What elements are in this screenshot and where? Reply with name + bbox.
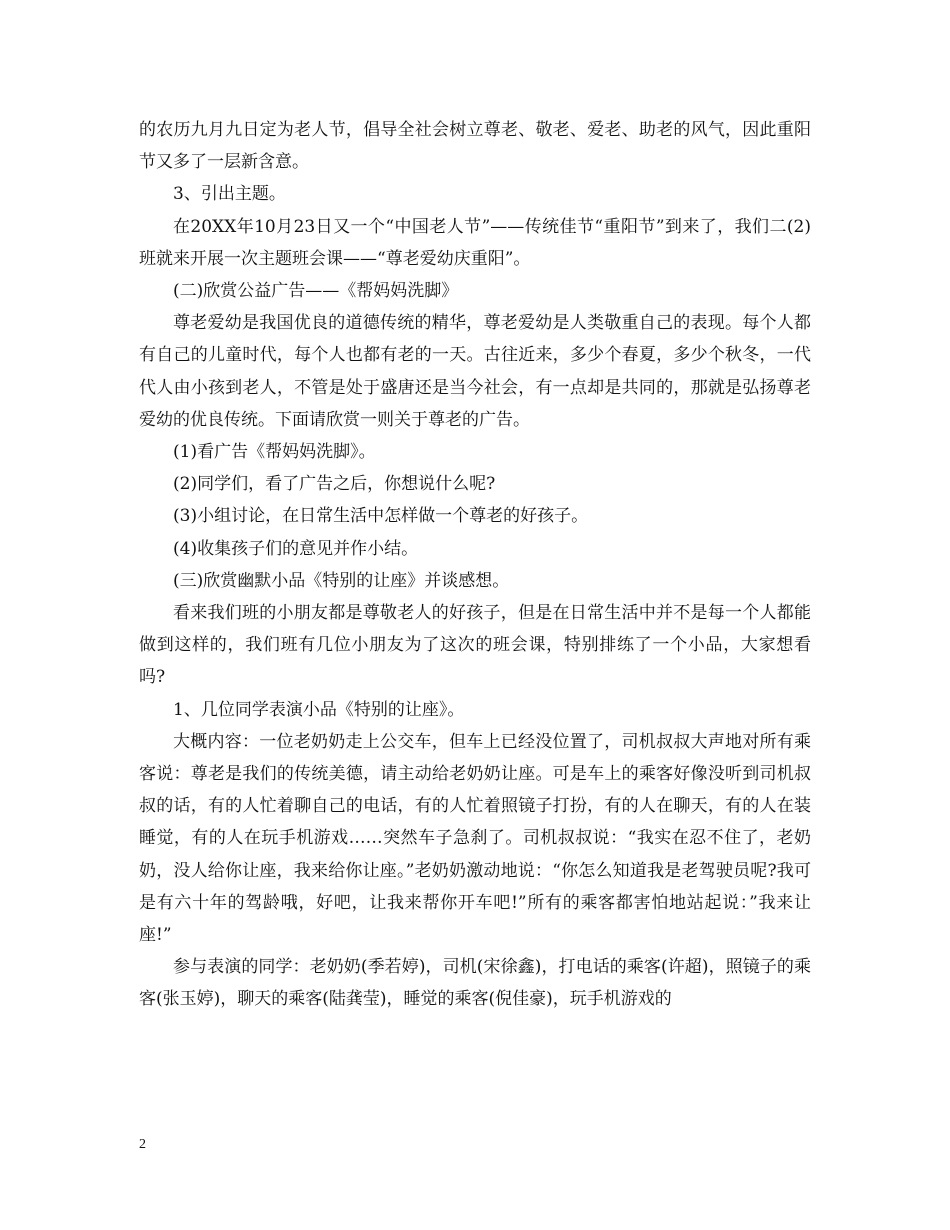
list-item: (2)同学们，看了广告之后，你想说什么呢? — [173, 474, 496, 495]
list-item: (1)看广告《帮妈妈洗脚》。 — [173, 442, 376, 463]
paragraph: 1、几位同学表演小品《特别的让座》。 — [173, 699, 465, 720]
paragraph: 大概内容：一位老奶奶走上公交车，但车上已经没位置了，司机叔叔大声地对所有乘客说：尊老是我们的传统美德，请主动给老奶奶让座。可是车上的乘客好像没听到司机叔叔的话，有的人忙着聊自己的电话，有的人忙着照镜子打扮，有的人在聊天，有的人在装睡觉，有的人在玩手机游戏……突然车子急刹了。司机叔叔说：“我实在忍不住了，老奶奶，没人给你让座，我来给你让座。”老奶奶激动地说：“你怎么知道我是老驾驶员呢?我可是有六十年的驾龄哦，好吧，让我来帮你开车吧!”所有的乘客都害怕地站起说：”我来让座!” — [139, 731, 811, 946]
list-item: (4)收集孩子们的意见并作小结。 — [173, 538, 419, 559]
section-heading: (三)欣赏幽默小品《特别的让座》并谈感想。 — [173, 570, 510, 591]
paragraph: 的农历九月九日定为老人节，倡导全社会树立尊老、敬老、爱老、助老的风气，因此重阳节又多了一层新含意。 — [139, 120, 811, 173]
list-item: (3)小组讨论，在日常生活中怎样做一个尊老的好孩子。 — [173, 506, 589, 527]
paragraph: 看来我们班的小朋友都是尊敬老人的好孩子，但是在日常生活中并不是每一个人都能做到这样的，我们班有几位小朋友为了这次的班会课，特别排练了一个小品，大家想看吗? — [139, 603, 811, 688]
paragraph: 3、引出主题。 — [173, 184, 286, 205]
paragraph: 尊老爱幼是我国优良的道德传统的精华，尊老爱幼是人类敬重自己的表现。每个人都有自己的儿童时代，每个人也都有老的一天。古往近来，多少个春夏，多少个秋冬，一代代人由小孩到老人，不管是处于盛唐还是当今社会，有一点却是共同的，那就是弘扬尊老爱幼的优良传统。下面请欣赏一则关于尊老的广告。 — [139, 313, 811, 430]
page-number: 2 — [139, 1137, 146, 1152]
body-text — [139, 114, 811, 1016]
paragraph: 参与表演的同学：老奶奶(季若婷)，司机(宋徐鑫)，打电话的乘客(许超)，照镜子的乘客(张玉婷)，聊天的乘客(陆龚莹)，睡觉的乘客(倪佳豪)，玩手机游戏的 — [139, 957, 811, 1010]
paragraph: 在20XX年10月23日又一个“中国老人节”——传统佳节“重阳节”到来了，我们二(2)班就来开展一次主题班会课——“尊老爱幼庆重阳”。 — [139, 216, 811, 269]
section-heading: (二)欣赏公益广告——《帮妈妈洗脚》 — [173, 281, 459, 302]
